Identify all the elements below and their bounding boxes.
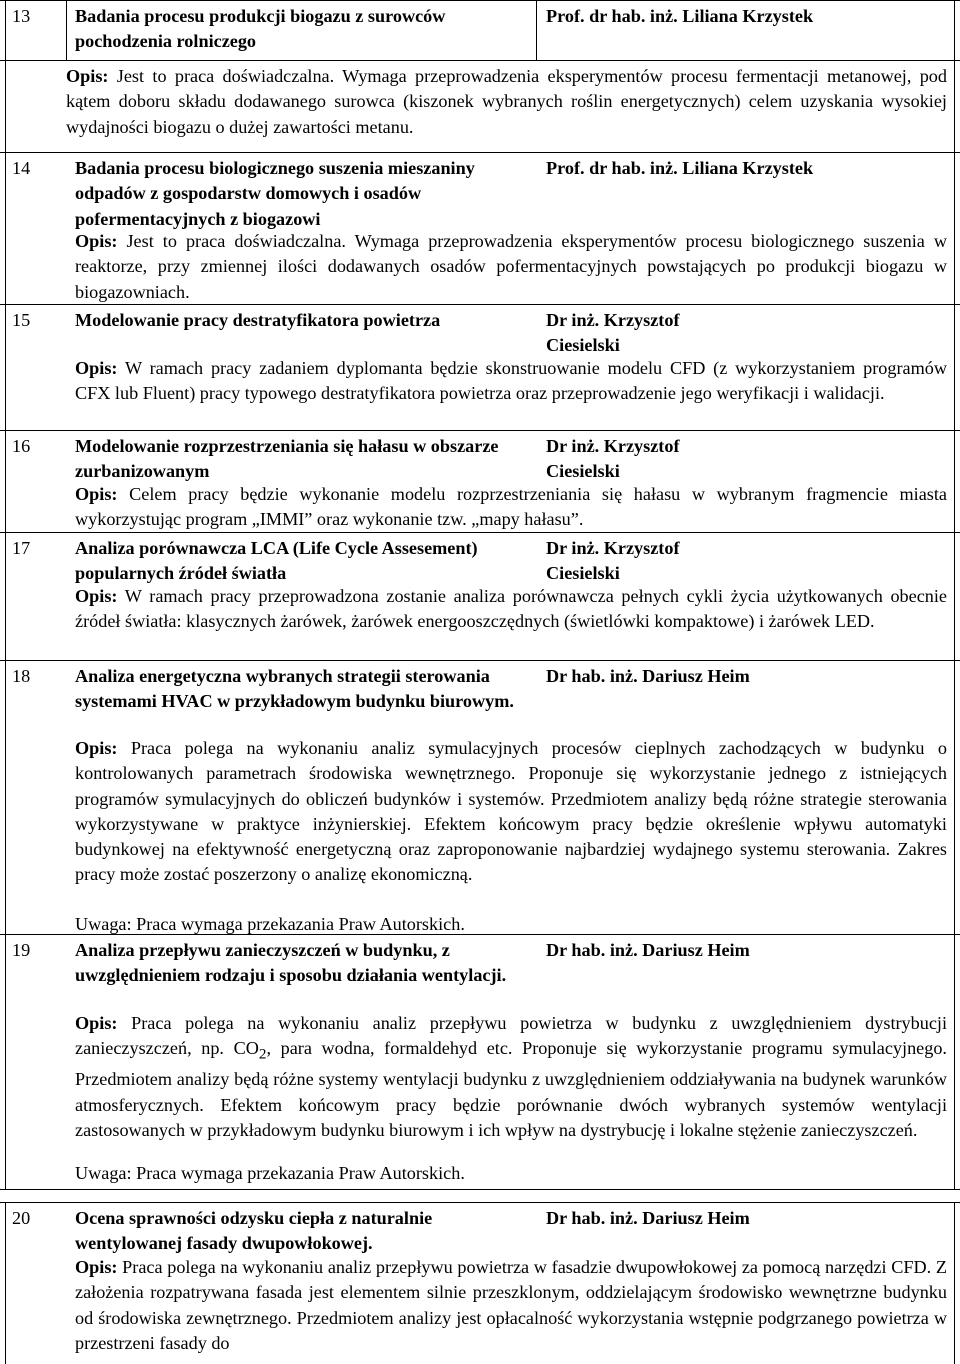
description-text: Jest to praca doświadczalna. Wymaga przeprowadzenia eksperymentów procesu biologicznego suszenia w reaktorze, przy zmiennej ilości dodawanych osadów pofermentacyjnych powstających po produkcji biogazu w biogazowniach. bbox=[75, 231, 948, 302]
entry-description bbox=[75, 1011, 947, 1143]
entry-note: Uwaga: Praca wymaga przekazania Praw Autorskich. bbox=[75, 1163, 465, 1183]
description-label: Opis: bbox=[75, 586, 118, 606]
entry-number: 18 bbox=[12, 666, 31, 686]
entry-number: 15 bbox=[12, 310, 31, 330]
description-label: Opis: bbox=[66, 66, 109, 86]
table-row bbox=[0, 660, 960, 936]
description-label: Opis: bbox=[75, 484, 118, 504]
thesis-table-block-2 bbox=[0, 1202, 960, 1364]
table-rule bbox=[0, 60, 960, 61]
table-rule bbox=[0, 1189, 960, 1190]
description-label: Opis: bbox=[75, 231, 118, 251]
entry-supervisor: Dr inż. Krzysztof Ciesielski bbox=[546, 310, 680, 356]
entry-number: 19 bbox=[12, 940, 31, 960]
entry-title: Modelowanie pracy destratyfikatora powietrza bbox=[75, 310, 441, 330]
table-row bbox=[0, 430, 960, 532]
entry-supervisor: Dr inż. Krzysztof Ciesielski bbox=[546, 436, 680, 482]
entry-description bbox=[75, 229, 947, 305]
entry-description bbox=[75, 736, 947, 888]
entry-supervisor: Prof. dr hab. inż. Liliana Krzystek bbox=[546, 6, 814, 26]
entry-description bbox=[75, 1255, 947, 1356]
entry-description bbox=[66, 64, 947, 140]
entry-number: 14 bbox=[12, 158, 31, 178]
description-text: Praca polega na wykonaniu analiz przepływu powietrza w budynku z uwzględnieniem dystrybucji zanieczyszczeń, np. CO bbox=[75, 1013, 948, 1059]
entry-supervisor: Dr inż. Krzysztof Ciesielski bbox=[546, 538, 680, 584]
description-text: Praca polega na wykonaniu analiz symulacyjnych procesów cieplnych zachodzących w budynku o kontrolowanych parametrach środowiska wewnętrznego. Proponuje się wykorzystanie jednego z istniejących programów symulacyjnych do obliczeń budynków i systemów. Przedmiotem analizy będą różne strategie sterowania wykorzystywane w praktyce inżynierskiej. Efektem końcowym pracy będzie określenie wpływu automatyki budynkowej na efektywność energetyczną oraz zaproponowanie najbardziej wydajnego systemu sterowania. Zakres pracy może zostać poszerzony o analizę ekonomiczną. bbox=[75, 738, 948, 885]
entry-title: Modelowanie rozprzestrzeniania się hałasu w obszarze zurbanizowanym bbox=[75, 436, 499, 482]
description-text: W ramach pracy zadaniem dyplomanta będzie skonstruowanie modelu CFD (z wykorzystaniem programów CFX lub Fluent) pracy typowego destratyfikatora powietrza oraz przeprowadzenie jego weryfikacji i walidacji. bbox=[75, 358, 947, 404]
description-label: Opis: bbox=[75, 738, 118, 758]
table-row bbox=[0, 934, 960, 1190]
entry-number: 17 bbox=[12, 538, 31, 558]
table-row bbox=[0, 532, 960, 660]
description-text: Praca polega na wykonaniu analiz przepływu powietrza w fasadzie dwupowłokowej za pomocą narzędzi CFD. Z założenia rozpatrywana fasada jest elementem silnie przeszklonym, oddzielającym środowisko wewnętrzne budynku od środowiska zewnętrznego. Przedmiotem analizy jest opłacalność wykorzystania wstępnie podgrzanego powietrza w przestrzeni fasady do bbox=[75, 1257, 947, 1353]
description-text: , para wodna, formaldehyd etc. Proponuje się wykorzystanie programu symulacyjnego. Przedmiotem analizy będą różne systemy wentylacji budynku z uwzględnieniem oddziaływania na budynek warunków atmosferycznych. Efektem końcowym pracy będzie porównanie dwóch wybranych systemów wentylacji zastosowanych w przykładowym budynku biurowym i ich wpływ na dystrybucję i lokalne stężenie zanieczyszczeń. bbox=[75, 1038, 947, 1140]
entry-description bbox=[75, 482, 947, 533]
entry-title: Ocena sprawności odzysku ciepła z naturalnie wentylowanej fasady dwupowłokowej. bbox=[75, 1208, 433, 1254]
entry-note: Uwaga: Praca wymaga przekazania Praw Autorskich. bbox=[75, 914, 465, 934]
entry-description bbox=[75, 584, 947, 635]
table-row bbox=[0, 152, 960, 306]
description-label: Opis: bbox=[75, 358, 118, 378]
entry-description bbox=[75, 356, 947, 407]
entry-title: Analiza przepływu zanieczyszczeń w budynku, z uwzględnieniem rodzaju i sposobu działania wentylacji. bbox=[75, 940, 507, 986]
entry-title: Badania procesu biologicznego suszenia mieszaniny odpadów z gospodarstw domowych i osadów pofermentacyjnych z biogazowi bbox=[75, 158, 475, 229]
table-row bbox=[0, 1202, 960, 1364]
entry-number: 13 bbox=[12, 6, 31, 26]
entry-title: Analiza porównawcza LCA (Life Cycle Assesement) popularnych źródeł światła bbox=[75, 538, 478, 584]
description-text: Jest to praca doświadczalna. Wymaga przeprowadzenia eksperymentów procesu fermentacji metanowej, pod kątem doboru składu dodawanego surowca (kiszonek wybranych roślin energetycznych) celem uzyskania wysokiej wydajności biogazu o dużej zawartości metanu. bbox=[66, 66, 947, 137]
entry-supervisor: Prof. dr hab. inż. Liliana Krzystek bbox=[546, 158, 814, 178]
entry-number: 16 bbox=[12, 436, 31, 456]
entry-supervisor: Dr hab. inż. Dariusz Heim bbox=[546, 940, 750, 960]
table-row bbox=[0, 304, 960, 430]
description-label: Opis: bbox=[75, 1257, 118, 1277]
description-text: W ramach pracy przeprowadzona zostanie analiza porównawcza pełnych cykli życia użytkowanych obecnie źródeł światła: klasycznych żarówek, żarówek energooszczędnych (świetlówki kompaktowe) i żarówek LED. bbox=[75, 586, 948, 632]
entry-title: Analiza energetyczna wybranych strategii sterowania systemami HVAC w przykładowym budynku biurowym. bbox=[75, 666, 514, 712]
description-text: Celem pracy będzie wykonanie modelu rozprzestrzeniania się hałasu w wybranym fragmencie miasta wykorzystując program „IMMI” oraz wykonanie tzw. „mapy hałasu”. bbox=[75, 484, 948, 530]
description-label: Opis: bbox=[75, 1013, 118, 1033]
entry-number: 20 bbox=[12, 1208, 31, 1228]
entry-supervisor: Dr hab. inż. Dariusz Heim bbox=[546, 666, 750, 686]
subscript: 2 bbox=[258, 1045, 267, 1063]
entry-supervisor: Dr hab. inż. Dariusz Heim bbox=[546, 1208, 750, 1228]
entry-title: Badania procesu produkcji biogazu z surowców pochodzenia rolniczego bbox=[75, 6, 446, 52]
